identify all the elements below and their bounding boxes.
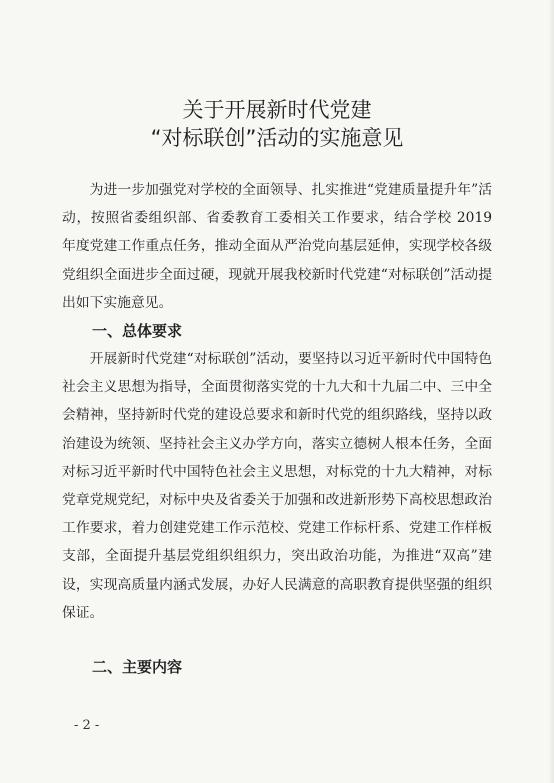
intro-paragraph: 为进一步加强党对学校的全面领导、扎实推进“党建质量提升年”活动，按照省委组织部、省委教育工委相关工作要求，结合学校 2019 年度党建工作重点任务，推动全面从严治党向基层延伸，实现学校各级党组织全面进步全面过硬，现就开展我校新时代党建“对标联创”活动提出如下实施意见。 bbox=[62, 182, 492, 311]
page-number: - 2 - bbox=[74, 718, 100, 733]
document-title-line1: 关于开展新时代党建 bbox=[182, 98, 372, 122]
section2-heading: 二、主要内容 bbox=[92, 658, 183, 676]
document-title-line2: “对标联创”活动的实施意见 bbox=[150, 126, 404, 150]
section1-heading: 一、总体要求 bbox=[92, 322, 183, 340]
page-edge-shadow bbox=[548, 0, 554, 783]
section1-paragraph: 开展新时代党建“对标联创”活动，要坚持以习近平新时代中国特色社会主义思想为指导，全面贯彻落实党的十九大和十九届二中、三中全会精神，坚持新时代党的建设总要求和新时代党的组织路线，坚持以政治建设为统领、坚持社会主义办学方向，落实立德树人根本任务，全面对标习近平新时代中国特色社会主义思想，对标党的十九大精神，对标党章党规党纪，对标中央及省委关于加强和改进新形势下高校思想政治工作要求，着力创建党建工作示范校、党建工作标杆系、党建工作样板支部，全面提升基层党组织组织力，突出政治功能，为推进“双高”建设，实现高质量内涵式发展，办好人民满意的高职教育提供坚强的组织保证。 bbox=[62, 351, 492, 621]
